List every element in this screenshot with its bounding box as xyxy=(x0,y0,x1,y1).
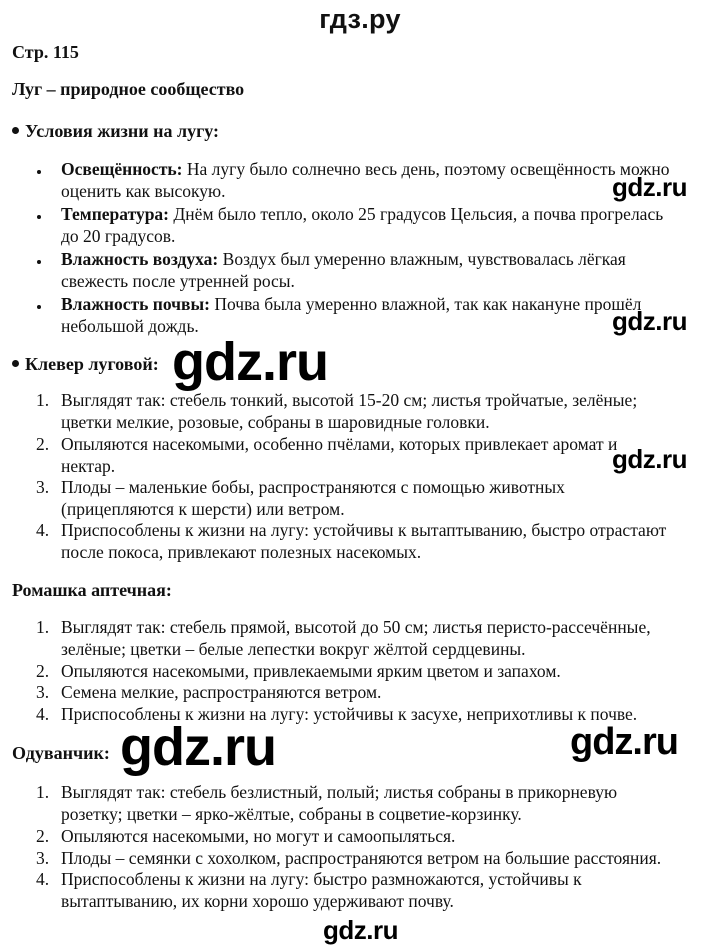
dandelion-heading: Одуванчик: xyxy=(12,743,110,763)
item-line: цветки мелкие, розовые, собраны в шаровидные головки. xyxy=(61,412,490,432)
watermark: gdz.ru xyxy=(120,717,276,777)
item-line: Опыляются насекомыми, но могут и самоопыляться. xyxy=(61,826,456,846)
bullet-icon xyxy=(12,360,19,367)
item-number: 1. xyxy=(36,617,50,637)
watermark: gdz.ru xyxy=(612,172,687,202)
item-number: 2. xyxy=(36,826,50,846)
conditions-heading xyxy=(12,121,219,142)
conditions-heading-text: Условия жизни на лугу: xyxy=(25,121,220,141)
item-line: зелёные; цветки – белые лепестки вокруг жёлтой сердцевины. xyxy=(61,639,526,659)
item-number: 3. xyxy=(36,848,50,868)
item-line: (прицепляются к шерсти) или ветром. xyxy=(61,499,345,519)
watermark: gdz.ru xyxy=(172,332,328,392)
item-line xyxy=(61,204,663,225)
item-label: Температура: xyxy=(61,204,169,224)
item-line xyxy=(61,159,670,180)
item-label: Влажность почвы: xyxy=(61,294,210,314)
item-text: Почва была умеренно влажной, так как накануне прошёл xyxy=(209,294,642,314)
section-title: Луг – природное сообщество xyxy=(12,79,245,99)
item-line: розетку; цветки – ярко-жёлтые, собраны в соцветие-корзинку. xyxy=(61,804,522,824)
item-text: Воздух был умеренно влажным, чувствовалась лёгкая xyxy=(218,249,626,269)
bullet-icon xyxy=(37,170,41,174)
item-number: 3. xyxy=(36,477,50,497)
bullet-icon xyxy=(37,260,41,264)
item-line: Приспособлены к жизни на лугу: быстро размножаются, устойчивы к xyxy=(61,869,582,889)
item-line: до 20 градусов. xyxy=(61,226,176,246)
item-line: Опыляются насекомыми, особенно пчёлами, которых привлекает аромат и xyxy=(61,434,618,454)
item-number: 4. xyxy=(36,869,50,889)
item-line: Плоды – маленькие бобы, распространяются с помощью животных xyxy=(61,477,565,497)
item-text: Днём было тепло, около 25 градусов Цельсия, а почва прогрелась xyxy=(169,204,664,224)
item-line: Опыляются насекомыми, привлекаемыми ярким цветом и запахом. xyxy=(61,661,561,681)
clover-heading xyxy=(12,354,159,375)
watermark: gdz.ru xyxy=(323,915,398,945)
watermark: gdz.ru xyxy=(570,721,678,763)
item-line: Приспособлены к жизни на лугу: устойчивы к вытаптыванию, быстро отрастают xyxy=(61,520,667,540)
item-line: Семена мелкие, распространяются ветром. xyxy=(61,682,382,702)
chamomile-heading: Ромашка аптечная: xyxy=(12,580,172,600)
item-line: Приспособлены к жизни на лугу: устойчивы к засухе, неприхотливы к почве. xyxy=(61,704,638,724)
watermark: gdz.ru xyxy=(612,306,687,336)
item-line: оценить как высокую. xyxy=(61,181,226,201)
bullet-icon xyxy=(12,127,19,134)
bullet-icon xyxy=(37,215,41,219)
item-line: нектар. xyxy=(61,456,116,476)
item-line: Выглядят так: стебель тонкий, высотой 15-20 см; листья тройчатые, зелёные; xyxy=(61,390,638,410)
item-number: 2. xyxy=(36,661,50,681)
page-number: Стр. 115 xyxy=(12,42,79,62)
item-number: 3. xyxy=(36,682,50,702)
bullet-icon xyxy=(37,305,41,309)
item-number: 2. xyxy=(36,434,50,454)
item-line: Выглядят так: стебель прямой, высотой до 50 см; листья перисто-рассечённые, xyxy=(61,617,651,637)
item-line: вытаптыванию, их корни хорошо удерживают почву. xyxy=(61,891,454,911)
item-label: Освещённость: xyxy=(61,159,183,179)
item-line: после покоса, привлекают полезных насекомых. xyxy=(61,542,422,562)
item-number: 1. xyxy=(36,782,50,802)
clover-heading-text: Клевер луговой: xyxy=(25,354,159,374)
site-header: гдз.ру xyxy=(319,4,401,34)
item-number: 4. xyxy=(36,704,50,724)
item-line xyxy=(61,294,641,315)
item-number: 1. xyxy=(36,390,50,410)
item-line: небольшой дождь. xyxy=(61,316,199,336)
item-line: свежесть после утренней росы. xyxy=(61,271,295,291)
item-text: На лугу было солнечно весь день, поэтому освещённость можно xyxy=(182,159,670,179)
item-line: Выглядят так: стебель безлистный, полый; листья собраны в прикорневую xyxy=(61,782,618,802)
item-line: Плоды – семянки с хохолком, распространяются ветром на большие расстояния. xyxy=(61,848,662,868)
item-line xyxy=(61,249,626,270)
item-number: 4. xyxy=(36,520,50,540)
item-label: Влажность воздуха: xyxy=(61,249,219,269)
watermark: gdz.ru xyxy=(612,444,687,474)
